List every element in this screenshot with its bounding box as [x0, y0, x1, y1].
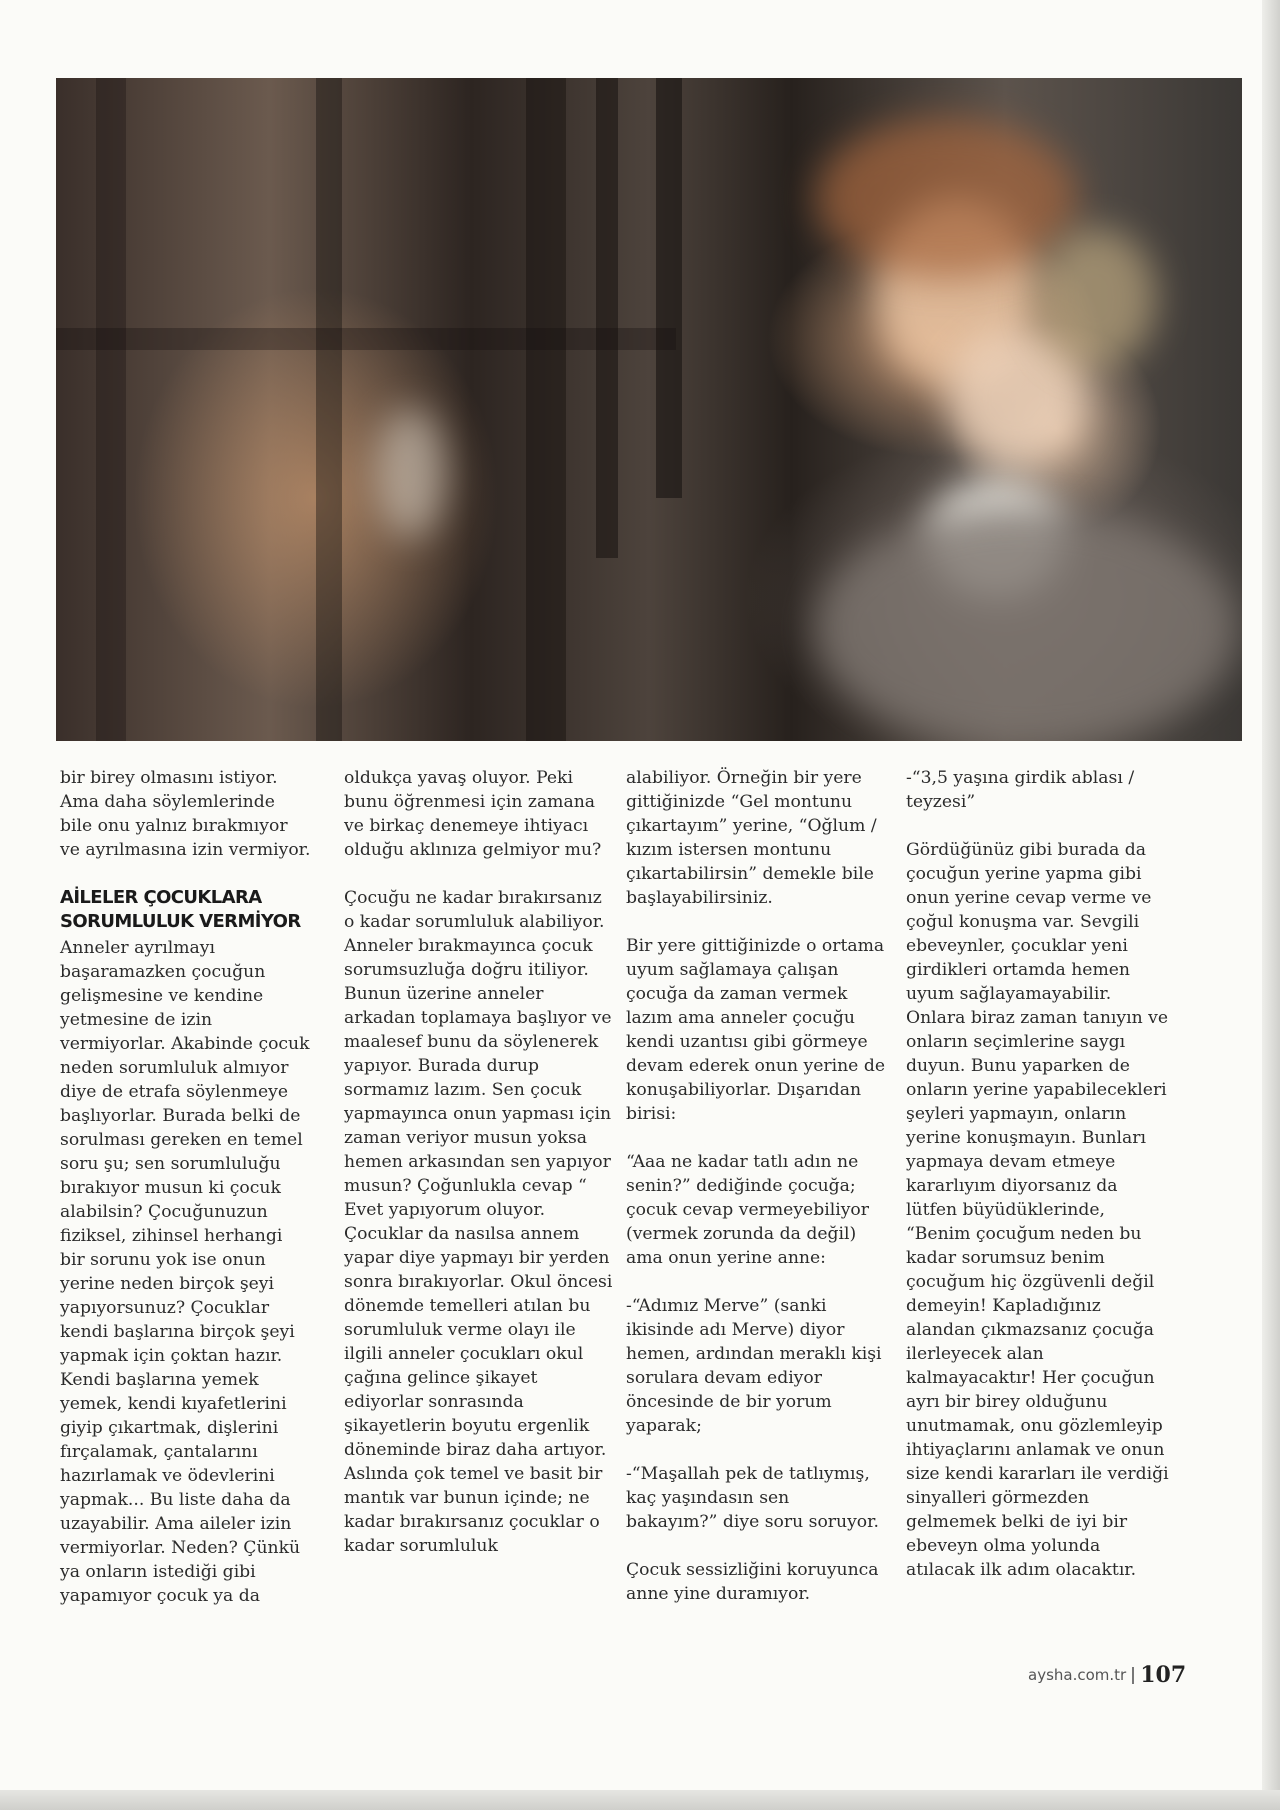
paragraph: -“Maşallah pek de tatlıymış, kaç yaşındasın sen bakayım?” diye soru soruyor.: [626, 1464, 879, 1532]
paragraph: Çocuğu ne kadar bırakırsanız o kadar sorumluluk alabiliyor. Anneler bırakmayınca çocuk sorumsuzluğa doğru itiliyor. Bunun üzerine anneler arkadan toplamaya başlıyor ve maalesef bunu da söylenerek yapıyor. Burada durup sormamız lazım. Sen çocuk yapmayınca onun yapması için zaman veriyor musun yoksa hemen arkasından sen yapıyor musun? Çoğunlukla cevap “ Evet yapıyorum oluyor. Çocuklar da nasılsa annem yapar diye yapmayı bir yerden sonra bırakıyorlar. Okul öncesi dönemde temelleri atılan bu sorumluluk verme olayı ile ilgili anneler çocukları okul çağına gelince şikayet ediyorlar sonrasında şikayetlerin boyutu ergenlik döneminde biraz daha artıyor. Aslında çok temel ve basit bir mantık var bunun içinde; ne kadar bırakırsanız çocuklar o kadar sorumluluk: [344, 888, 613, 1556]
site-url: aysha.com.tr: [1028, 1666, 1127, 1684]
paragraph: Anneler ayrılmayı başaramazken çocuğun gelişmesine ve kendine yetmesine de izin vermiyorlar. Akabinde çocuk neden sorumluluk almıyor diye de etrafa söylenmeye başlıyorlar. Burada belki de sorulması gereken en temel soru şu; sen sorumluluğu bırakıyor musun ki çocuk alabilsin? Çocuğunuzun fiziksel, zihinsel herhangi bir sorunu yok ise onun yerine neden birçok şeyi yapıyorsunuz? Çocuklar kendi başlarına birçok şeyi yapmak için çoktan hazır. Kendi başlarına yemek yemek, kendi kıyafetlerini giyip çıkartmak, dişlerini fırçalamak, çantalarını hazırlamak ve ödevlerini yapmak... Bu liste daha da uzayabilir. Ama aileler izin vermiyorlar. Neden? Çünkü ya onların istediği gibi yapamıyor çocuk ya da: [60, 938, 310, 1606]
paragraph: -“3,5 yaşına girdik ablası / teyzesi”: [906, 768, 1135, 812]
paragraph: alabiliyor. Örneğin bir yere gittiğinizde “Gel montunu çıkartayım” yerine, “Oğlum / kızım istersen montunu çıkartabilirsin” demekle bile başlayabilirsiniz.: [626, 768, 877, 908]
scan-edge-right: [1262, 0, 1280, 1810]
paragraph: oldukça yavaş oluyor. Peki bunu öğrenmesi için zamana ve birkaç denemeye ihtiyacı olduğu aklınıza gelmiyor mu?: [344, 768, 602, 860]
page-number: 107: [1140, 1662, 1187, 1688]
page-footer: [1028, 1662, 1186, 1688]
text-column-2: [344, 766, 614, 1558]
mother-and-daughter-window-photo: [56, 78, 1242, 741]
text-column-3: [626, 766, 886, 1606]
scan-edge-bottom: [0, 1790, 1280, 1810]
text-column-4: [906, 766, 1170, 1582]
paragraph: -“Adımız Merve” (sanki ikisinde adı Merve) diyor hemen, ardından meraklı kişi sorulara devam ediyor öncesinde de bir yorum yaparak;: [626, 1296, 882, 1436]
paragraph: Gördüğünüz gibi burada da çocuğun yerine yapma gibi onun yerine cevap verme ve çoğul konuşma var. Sevgili ebeveynler, çocuklar yeni girdikleri ortamda hemen uyum sağlayamayabilir. Onlara biraz zaman tanıyın ve onların seçimlerine saygı duyun. Bunu yaparken de onların yerine yapabilecekleri şeyleri yapmayın, onların yerine konuşmayın. Bunları yapmaya devam etmeye kararlıyım diyorsanız da lütfen büyüdüklerinde, “Benim çocuğum neden bu kadar sorumsuz benim çocuğum hiç özgüvenli değil demeyin! Kapladığınız alandan çıkmazsanız çocuğa ilerleyecek alan kalmayacaktır! Her çocuğun ayrı bir birey olduğunu unutmamak, onu gözlemleyip ihtiyaçlarını anlamak ve onun size kendi kararları ile verdiği sinyalleri görmezden gelmemek belki de iyi bir ebeveyn olma yolunda atılacak ilk adım olacaktır.: [906, 840, 1169, 1580]
text-column-1: [60, 766, 312, 1608]
paragraph: Çocuk sessizliğini koruyunca anne yine duramıyor.: [626, 1560, 879, 1604]
paragraph: bir birey olmasını istiyor. Ama daha söylemlerinde bile onu yalnız bırakmıyor ve ayrılmasına izin vermiyor.: [60, 768, 311, 860]
paragraph: Bir yere gittiğinizde o ortama uyum sağlamaya çalışan çocuğa da zaman vermek lazım ama anneler çocuğu kendi uzantısı gibi görmeye devam ederek onun yerine de konuşabiliyorlar. Dışarıdan birisi:: [626, 936, 885, 1124]
paragraph: “Aaa ne kadar tatlı adın ne senin?” dediğinde çocuğa; çocuk cevap vermeyebiliyor (vermek zorunda da değil) ama onun yerine anne:: [626, 1152, 869, 1268]
footer-divider: [1132, 1667, 1134, 1684]
section-heading: AİLELER ÇOCUKLARA SORUMLULUK VERMİYOR: [60, 887, 301, 932]
